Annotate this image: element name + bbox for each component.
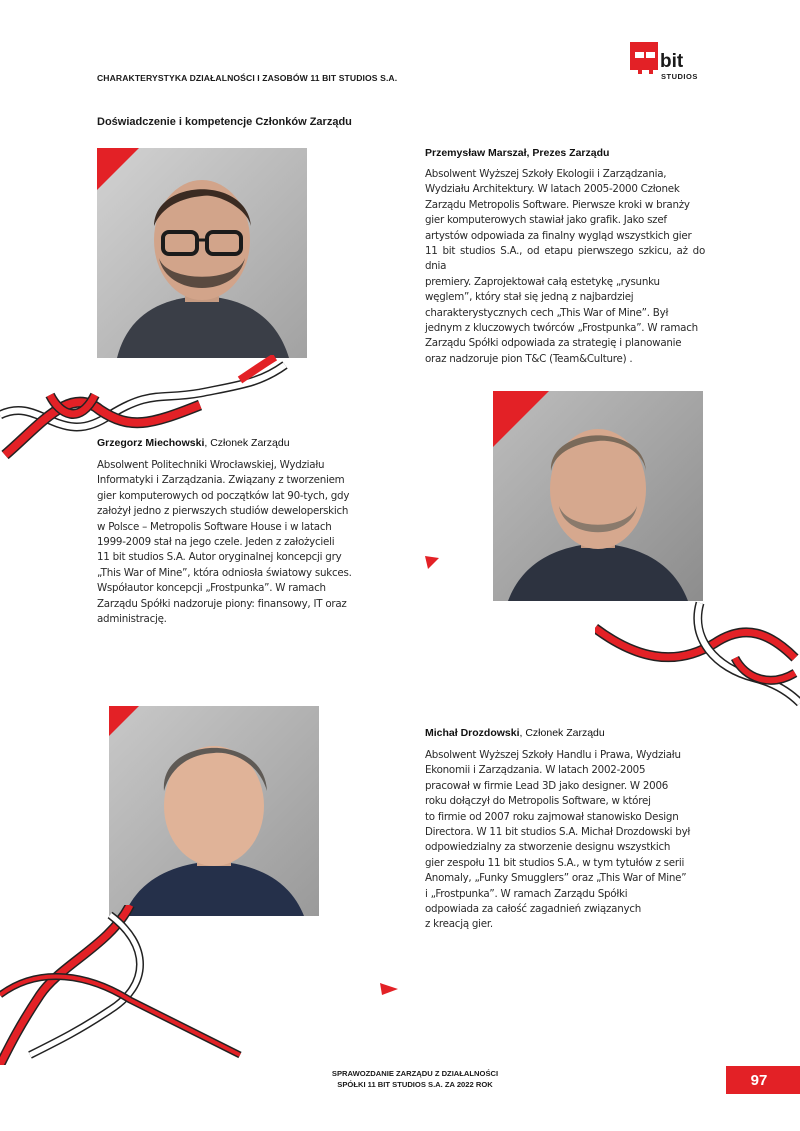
decorative-red-triangle [425,556,439,570]
bio-line: roku dołączył do Metropolis Software, w której [425,795,651,808]
member-name-miechowski-bold: Grzegorz Miechowski [97,437,205,449]
bio-line: i „Frostpunka”. W ramach Zarządu Spółki [425,887,628,900]
bio-line: Wydziału Architektury. W latach 2005-2000 Członek [425,183,680,196]
bio-line: węglem”, który stał się jedną z najbardziej [425,291,634,304]
photo-grzegorz-miechowski [493,391,703,601]
bio-line: gier komputerowych stawiał jako grafik. Jako szef [425,214,667,227]
bio-line: gier zespołu 11 bit studios S.A., w tym tytułów z serii [425,856,685,869]
bio-line: to firmie od 2007 roku zajmował stanowisko Design [425,810,679,823]
decorative-red-triangle [380,983,398,995]
photo-corner-accent [97,148,139,190]
member-bio-miechowski [97,458,377,627]
logo-bit-text: bit [660,51,684,72]
bio-line: jednym z kluczowych twórców „Frostpunka”. W ramach [425,322,698,335]
document-footer [255,1068,575,1090]
photo-corner-accent [109,706,139,736]
bio-line: odpowiedzialny za stworzenie designu wszystkich [425,841,671,854]
photo-przemyslaw-marszal [97,148,307,358]
bio-line: „This War of Mine”, która odniosła światowy sukces. [97,566,352,579]
document-header-title: CHARAKTERYSTYKA DZIAŁALNOŚCI I ZASOBÓW 11 BIT STUDIOS S.A. [97,73,398,83]
member-role-drozdowski: , Członek Zarządu [519,727,605,739]
bio-line: 11 bit studios S.A. Autor oryginalnej koncepcji gry [97,551,342,564]
logo-studios-text: STUDIOS [661,72,698,81]
bio-line: odpowiada za całość zagadnień związanych [425,903,642,916]
company-logo [630,42,708,84]
bio-line: pracował w firmie Lead 3D jako designer. W 2006 [425,779,669,792]
page-number: 97 [726,1066,800,1094]
bio-line: charakterystycznych cech „This War of Mine”. Był [425,306,669,319]
bio-line: administrację. [97,613,167,626]
bio-line: Absolwent Wyższej Szkoły Ekologii i Zarządzania, [425,168,667,180]
bio-line: Informatyki i Zarządzania. Związany z tworzeniem [97,474,345,487]
bio-line: Absolwent Wyższej Szkoły Handlu i Prawa, Wydziału [425,749,681,761]
member-name-marszal-bold: Przemysław Marszał, Prezes Zarządu [425,147,610,159]
bio-line: premiery. Zaprojektował całą estetykę „rysunku [425,275,660,288]
bio-line: Zarządu Spółki nadzoruje piony: finansowy, IT oraz [97,597,347,610]
rope-decoration-middle [595,598,800,710]
bio-line: Directora. W 11 bit studios S.A. Michał Drozdowski był [425,826,691,839]
bio-line: w Polsce – Metropolis Software House i w latach [97,520,332,533]
bio-line: artystów odpowiada za finalny wygląd wszystkich gier [425,229,692,242]
bio-line: Współautor koncepcji „Frostpunka”. W ramach [97,582,326,595]
photo-michal-drozdowski [109,706,319,916]
member-bio-marszal [425,167,705,367]
bio-line: Absolwent Politechniki Wrocławskiej, Wydziału [97,459,325,471]
bio-line: Ekonomii i Zarządzania. W latach 2002-2005 [425,764,646,777]
bio-line: z kreacją gier. [425,918,493,931]
bio-line: 11 bit studios S.A., od etapu pierwszego szkicu, aż do dnia [425,245,705,273]
photo-corner-accent [493,391,549,447]
member-name-miechowski [97,437,290,449]
member-name-drozdowski [425,727,605,739]
bio-line: Zarządu Metropolis Software. Pierwsze kroki w branży [425,198,690,211]
bio-line: 1999-2009 stał na jego czele. Jeden z założycieli [97,536,335,549]
footer-line-2: SPÓŁKI 11 BIT STUDIOS S.A. ZA 2022 ROK [337,1080,493,1089]
member-name-marszal [425,147,609,159]
footer-line-1: SPRAWOZDANIE ZARZĄDU Z DZIAŁALNOŚCI [331,1069,499,1078]
bio-line: oraz nadzoruje pion T&C (Team&Culture) . [425,352,633,365]
section-title: Doświadczenie i kompetencje Członków Zarządu [97,116,352,128]
bio-line: Anomaly, „Funky Smugglers” oraz „This War of Mine” [425,872,687,885]
rope-decoration-bottom [0,905,250,1065]
member-role-miechowski: , Członek Zarządu [204,437,290,449]
member-name-drozdowski-bold: Michał Drozdowski [425,727,520,739]
bio-line: założył jedno z pierwszych studiów deweloperskich [97,505,349,518]
bio-line: gier komputerowych od początków lat 90-tych, gdy [97,489,350,502]
member-bio-drozdowski [425,748,705,933]
bio-line: Zarządu Spółki odpowiada za strategię i planowanie [425,337,682,350]
